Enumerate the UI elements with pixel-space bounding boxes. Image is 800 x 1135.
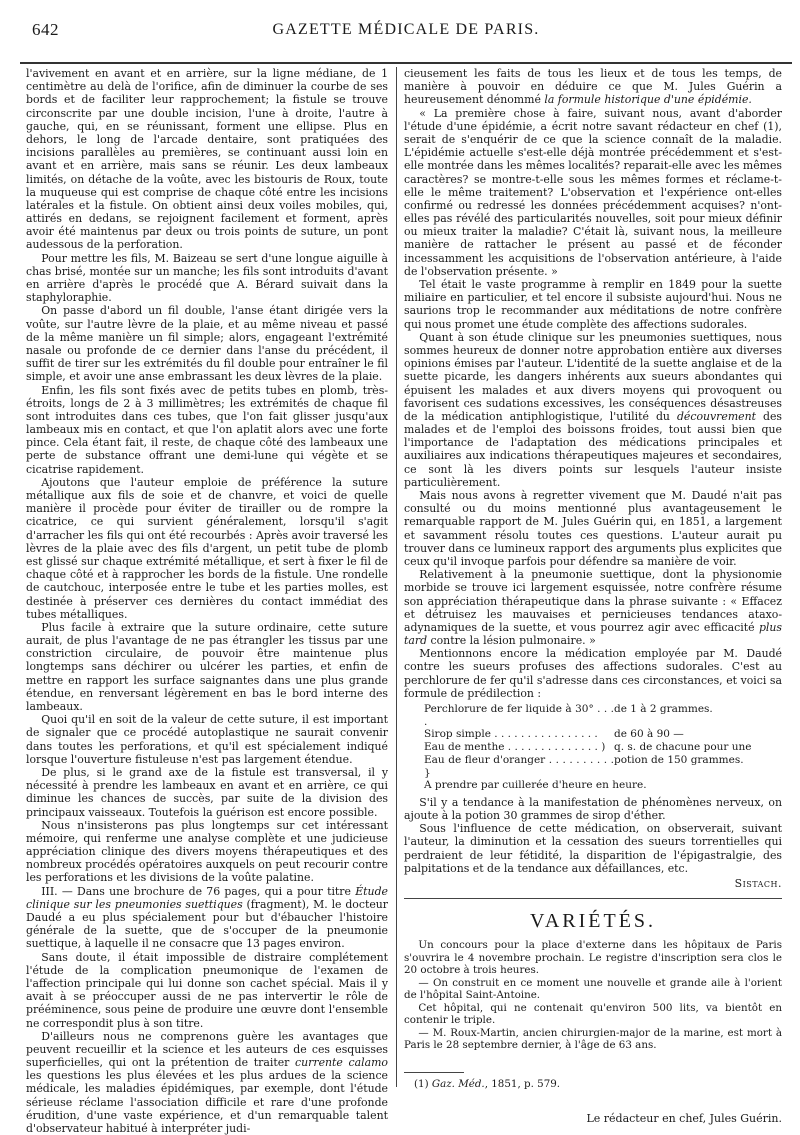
formula-row: Sirop simple . . . . . . . . . . . . . . . . de 60 à 90 — — [424, 728, 684, 741]
paragraph: On passe d'abord un fil double, l'anse étant dirigée vers la voûte, sur l'autre lèvre de la plaie, et au même niveau et passé de la même manière un fil simple; alors, engageant l'extrémité nasale ou profonde de ce dernier dans l'anse du précédent, il suffit de tirer sur les extrémités du fil double pour entraîner le fil simple, et avoir une anse embrassant les deux lèvres de la plaie. — [26, 304, 388, 384]
section-rule — [404, 898, 782, 899]
formula-note: A prendre par cuillerée d'heure en heure. — [424, 779, 647, 792]
paragraph: Nous n'insisterons pas plus longtemps sur cet intéressant mémoire, qui renferme une analyse complète et une judicieuse appréciation clinique des divers moyens thérapeutiques et des nombreux procédés opératoires auxquels on peut recourir contre les perforations et les divisions de la voûte palatine. — [26, 818, 388, 885]
paragraph: Ajoutons que l'auteur emploie de préférence la suture métallique aux fils de soie et de chanvre, et voici de quelle manière il procède pour éviter de tirailler ou de rompre la cicatrice, ce qui survient généralement, lorsqu'il s'agit d'arracher les fils qui ont été recourbés : Après avoir traversé les lèvres de la plaie avec des fils d'argent, un petit tube de plomb est glissé sur chaque extrémité métallique, et sert à fixer le fil de chaque côté et à rapprocher les bords de la fistule. Une rondelle de cautchouc, interposée entre le tube et les parties molles, est destinée à préserver ces dernières du contact immédiat des tubes métalliques. — [26, 475, 388, 621]
section-three-paragraph: III. — Dans une brochure de 76 pages, qui a pour titre Étude clinique sur les pneumonies suettiques (fragment), M. le docteur Daudé a eu plus spécialement pour but d'ébaucher l'histoire générale de la suette, que de s'occuper de la pneumonie suettique, à laquelle il ne consacre que 13 pages environ. — [26, 884, 388, 951]
prescription-formula — [424, 703, 782, 792]
formula-row: Perchlorure de fer liquide à 30° . . . . de 1 à 2 grammes. — [424, 703, 713, 728]
author-signature: Sistach. — [734, 877, 782, 891]
page-header — [20, 6, 792, 58]
paragraph: Sans doute, il était impossible de distraire complétement l'étude de la complication pneumonique de l'examen de l'affection principale qui lui donne son cachet spécial. Mais il y avait à se préoccuper aussi de ne pas intervertir le rôle de prééminence, sous peine de produire une œuvre dont l'ensemble ne correspondit plus à son titre. — [26, 950, 388, 1030]
footnote-rule — [404, 1072, 464, 1073]
varietes-section — [404, 939, 782, 1051]
right-column — [404, 67, 782, 1125]
paragraph: Relativement à la pneumonie suettique, dont la physionomie morbide se trouve ici largement esquissée, notre confrère résume son appréciation thérapeutique dans la phrase suivante : « Effacez et détruisez les mauvaises et pernicieuses tendances ataxo-adynamiques de la suette, et vous pourrez agir avec efficacité plus tard contre la lésion pulmonaire. » — [404, 568, 782, 648]
paragraph: S'il y a tendance à la manifestation de phénomènes nerveux, on ajoute à la potion 30 grammes de sirop d'éther. — [404, 795, 782, 823]
formula-row: Eau de fleur d'oranger . . . . . . . . . . } potion de 150 grammes. — [424, 753, 744, 779]
paragraph: Enfin, les fils sont fixés avec de petits tubes en plomb, très-étroits, longs de 2 à 3 millimètres; les extrémités de chaque fil sont introduites dans ces tubes, que l'on fait glisser jusqu'aux lambeaux mis en contact, et que l'on aplatit alors avec une forte pince. Cela étant fait, il reste, de chaque côté des lambeaux une perte de substance offrant une demi-lune qui végète et se cicatrise rapidement. — [26, 383, 388, 476]
paragraph: Sous l'influence de cette médication, on observerait, suivant l'auteur, la diminution et la cessation des sueurs torrentielles qui perdraient de leur fétidité, la disparition de l'épigastralgie, des palpitations et de la tendance aux défaillances, etc. — [404, 822, 782, 875]
quotation: « La première chose à faire, suivant nous, avant d'aborder l'étude d'une épidémie, a écrit notre savant rédacteur en chef (1), serait de s'enquérir de ce que la science connaît de la maladie. L'épidémie actuelle s'est-elle déjà montrée précédemment et s'est-elle montrée dans les mêmes localités? reparait-elle avec les mêmes caractères? se montre-t-elle sous les mêmes formes et réclame-t-elle le même traitement? L'observation et l'expérience ont-elles confirmé ou redressé les données précédemment acquises? n'ont-elles pas révélé des particularités nouvelles, soit pour mieux définir ou mieux traiter la maladie? C'était là, suivant nous, la meilleure manière de rattacher le présent au passé et de féconder incessamment les acquisitions de l'observation antérieure, à l'aide de l'observation présente. » — [404, 106, 782, 278]
column-divider — [396, 67, 397, 1087]
brochure-title: Étude clinique sur les pneumonies suettiques — [26, 884, 388, 911]
paragraph: Pour mettre les fils, M. Baizeau se sert d'une longue aiguille à chas brisé, montée sur un manche; les fils sont introduits d'avant en arrière d'après le procédé que A. Bérard suivait dans la staphyloraphie. — [26, 251, 388, 305]
varietes-title: VARIÉTÉS. — [529, 910, 657, 933]
header-rule — [20, 62, 792, 64]
paragraph: cieusement les faits de tous les lieux et de tous les temps, de manière à pouvoir en déduire ce que M. Jules Guérin a heureusement dénommé la formule historique d'une épidémie. — [404, 67, 782, 107]
page-number: 642 — [32, 20, 59, 39]
paragraph: Tel était le vaste programme à remplir en 1849 pour la suette miliaire en particulier, et tel encore il subsiste aujourd'hui. Nous ne saurions trop le recommander aux méditations de notre confrère qui nous promet une étude complète des affections sudorales. — [404, 278, 782, 331]
paragraph: Quoi qu'il en soit de la valeur de cette suture, il est important de signaler que ce procédé autoplastique ne saurait convenir dans toutes les perforations, et qu'il est spécialement indiqué lorsque l'ouverture fistuleuse n'est pas largement étendue. — [26, 713, 388, 766]
news-item: Un concours pour la place d'externe dans les hôpitaux de Paris s'ouvrira le 4 novembre prochain. Le registre d'inscription sera clos le 20 octobre à trois heures. — [404, 939, 782, 977]
left-column — [26, 67, 388, 1135]
paragraph: Plus facile à extraire que la suture ordinaire, cette suture aurait, de plus l'avantage de ne pas étrangler les tissus par une constriction circulaire, de pouvoir être maintenue plus longtemps sans déchirer ou ulcérer les parties, et enfin de mettre en rapport les surface saignantes dans une plus grande étendue, en renversant légèrement en bas le bord interne des lambeaux. — [26, 620, 388, 713]
news-item: — On construit en ce moment une nouvelle et grande aile à l'orient de l'hôpital Saint-Antoine. — [404, 976, 782, 1002]
paragraph: l'avivement en avant et en arrière, sur la ligne médiane, de 1 centimètre au delà de l'orifice, afin de diminuer la courbe de ses bords et de faciliter leur rapprochement; la fistule se trouve circonscrite par une double incision, l'une à droite, l'autre à gauche, qui, en se réunissant, forment une ellipse. Plus en dehors, le long de l'arcade dentaire, sont pratiquées des incisions parallèles au premières, se continuant aussi loin en avant et en arrière, mais sans se réunir. Les deux lambeaux limités, on détache de la voûte, avec les bistouris de Roux, toute la muqueuse qui est comprise de chaque côté entre les incisions latérales et la fistule. On obtient ainsi deux voiles mobiles, qui, attirés en dedans, se rejoignent facilement et forment, après avoir été maintenus par deux ou trois points de suture, un pont audessous de la perforation. — [26, 67, 388, 252]
paragraph: Quant à son étude clinique sur les pneumonies suettiques, nous sommes heureux de donner notre approbation entière aux diverses opinions émises par l'auteur. L'identité de la suette anglaise et de la suette picarde, les dangers inhérents aux sueurs abondantes qui épuisent les malades et aux divers moyens qui provoquent ou favorisent ces sudations excessives, les conséquences désastreuses de la médication antiphlogistique, l'utilité du découvrement des malades et de l'emploi des boissons froides, tout aussi bien que l'importance de l'adaptation des médications principales et auxiliaires aux indications thérapeutiques majeures et secondaires, ce sont là les divers points sur lesquels l'auteur insiste particulièrement. — [404, 330, 783, 489]
footnote: (1) Gaz. Méd., 1851, p. 579. — [414, 1077, 561, 1090]
journal-title: GAZETTE MÉDICALE DE PARIS. — [272, 21, 540, 38]
paragraph: D'ailleurs nous ne comprenons guère les avantages que peuvent recueillir et la science et les auteurs de ces esquisses superficielles, qui ont la prétention de traiter currente calamo les questions les plus élevées et les plus ardues de la science médicale, les maladies épidémiques, par exemple, dont l'étude sérieuse réclame l'association difficile et rare d'une profonde érudition, d'une vaste expérience, et d'un remarquable talent d'observateur habitué à interpréter judi- — [26, 1029, 388, 1135]
paragraph: Mais nous avons à regretter vivement que M. Daudé n'ait pas consulté ou du moins mentionné plus avantageusement le remarquable rapport de M. Jules Guérin qui, en 1851, a largement et savamment résolu toutes ces questions. L'auteur aurait pu trouver dans ce lumineux rapport des arguments plus explicites que ceux qu'il invoque parfois pour défendre sa manière de voir. — [404, 489, 782, 568]
paragraph: De plus, si le grand axe de la fistule est transversal, il y nécessité à prendre les lambeaux en avant et en arrière, ce qui diminue les chances de succès, par suite de la division des principaux vaisseaux. Toutefois la guérison est encore possible. — [26, 765, 388, 819]
section-number: III. — [41, 884, 58, 898]
news-item: — M. Roux-Martin, ancien chirurgien-major de la marine, est mort à Paris le 28 septembre dernier, à l'âge de 63 ans. — [404, 1026, 782, 1052]
news-item: Cet hôpital, qui ne contenait qu'environ 500 lits, va bientôt en contenir le triple. — [404, 1001, 782, 1027]
editor-signature: Le rédacteur en chef, Jules Guérin. — [586, 1111, 782, 1125]
formula-row: Eau de menthe . . . . . . . . . . . . . . ) q. s. de chacune pour une — [424, 741, 752, 754]
paragraph: Mentionnons encore la médication employée par M. Daudé contre les sueurs profuses des affections sudorales. C'est au perchlorure de fer qu'il s'adresse dans ces circonstances, et voici sa formule de prédilection : — [404, 647, 782, 700]
